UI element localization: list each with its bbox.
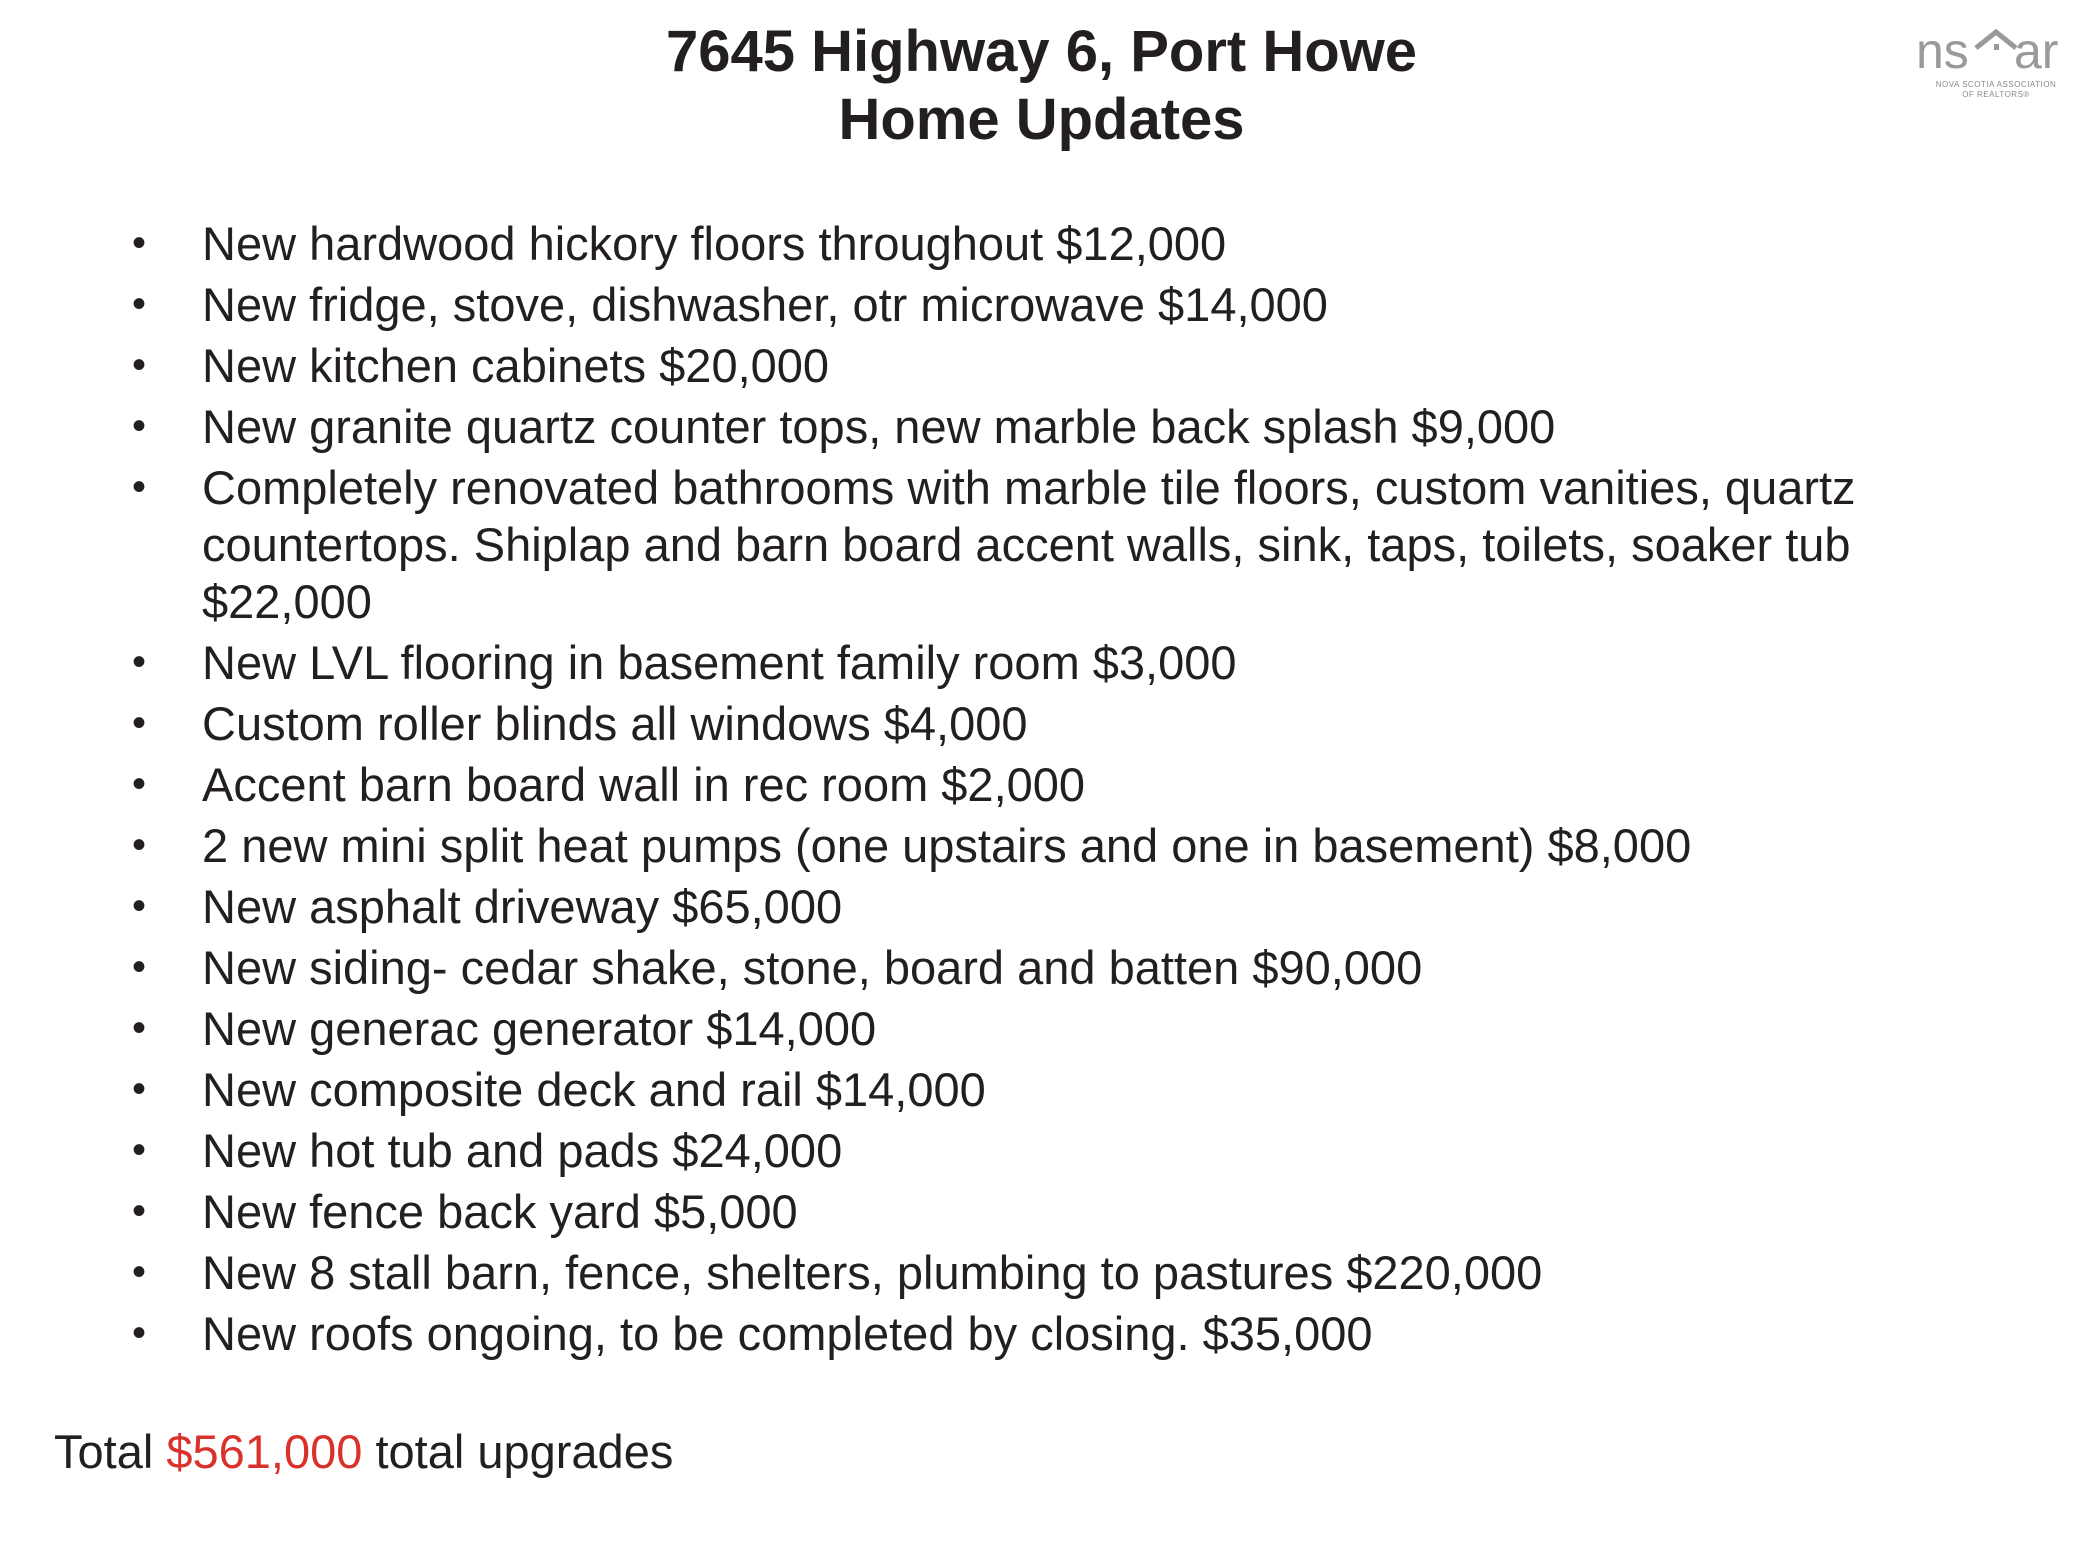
list-item — [130, 1061, 2030, 1118]
nsar-house-logo-icon — [1912, 22, 2080, 84]
logo-wordmark-right: ar — [2014, 23, 2059, 79]
total-line — [54, 1423, 673, 1480]
list-item — [130, 634, 2030, 691]
list-item-text: New hardwood hickory floors throughout $12,000 — [202, 217, 1227, 270]
bullet-icon: • — [132, 1250, 147, 1294]
bullet-icon: • — [132, 1189, 147, 1233]
list-item — [130, 939, 2030, 996]
bullet-icon: • — [132, 701, 147, 745]
bullet-icon: • — [132, 640, 147, 684]
bullet-icon: • — [132, 282, 147, 326]
list-item-text: Custom roller blinds all windows $4,000 — [202, 697, 1028, 750]
list-item — [130, 756, 2030, 813]
list-item-text: Completely renovated bathrooms with marble tile floors, custom vanities, quartz countertops. Shiplap and barn board accent walls, sink, taps, toilets, soaker tub $22,000 — [202, 461, 1856, 628]
nsar-logo — [1912, 22, 2080, 112]
bullet-icon: • — [132, 221, 147, 265]
list-item — [130, 1122, 2030, 1179]
bullet-icon: • — [132, 343, 147, 387]
list-item — [130, 459, 2030, 630]
list-item-text: New fridge, stove, dishwasher, otr microwave $14,000 — [202, 278, 1328, 331]
bullet-icon: • — [132, 884, 147, 928]
list-item — [130, 215, 2030, 272]
list-item — [130, 1000, 2030, 1057]
list-item — [130, 276, 2030, 333]
total-amount: $561,000 — [166, 1425, 363, 1478]
list-item-text: New 8 stall barn, fence, shelters, plumbing to pastures $220,000 — [202, 1246, 1543, 1299]
logo-tagline-1: NOVA SCOTIA ASSOCIATION — [1935, 80, 2057, 89]
logo-tagline-2: OF REALTORS® — [1962, 90, 2030, 99]
list-item-text: New hot tub and pads $24,000 — [202, 1124, 843, 1177]
bullet-icon: • — [132, 465, 147, 509]
list-item — [130, 337, 2030, 394]
list-item — [130, 695, 2030, 752]
list-item-text: New kitchen cabinets $20,000 — [202, 339, 830, 392]
bullet-icon: • — [132, 1311, 147, 1355]
updates-list — [130, 215, 2030, 1366]
list-item-text: New roofs ongoing, to be completed by closing. $35,000 — [202, 1307, 1373, 1360]
list-item — [130, 817, 2030, 874]
bullet-icon: • — [132, 1067, 147, 1111]
logo-chimney-shape — [1994, 44, 1999, 50]
bullet-icon: • — [132, 945, 147, 989]
title-subtitle: Home Updates — [838, 87, 1245, 152]
list-item-text: New siding- cedar shake, stone, board and batten $90,000 — [202, 941, 1423, 994]
bullet-icon: • — [132, 823, 147, 867]
total-suffix: total upgrades — [375, 1425, 674, 1478]
title-address: 7645 Highway 6, Port Howe — [665, 19, 1418, 84]
list-item — [130, 1244, 2030, 1301]
bullet-icon: • — [132, 404, 147, 448]
list-item-text: Accent barn board wall in rec room $2,000 — [202, 758, 1086, 811]
list-item-text: New granite quartz counter tops, new marble back splash $9,000 — [202, 400, 1556, 453]
logo-wordmark-left: ns — [1916, 23, 1969, 79]
bullet-icon: • — [132, 1006, 147, 1050]
list-item-text: New fence back yard $5,000 — [202, 1185, 798, 1238]
list-item — [130, 1305, 2030, 1362]
bullet-icon: • — [132, 762, 147, 806]
list-item-text: New asphalt driveway $65,000 — [202, 880, 843, 933]
list-item — [130, 1183, 2030, 1240]
list-item — [130, 878, 2030, 935]
list-item — [130, 398, 2030, 455]
bullet-icon: • — [132, 1128, 147, 1172]
list-item-text: New generac generator $14,000 — [202, 1002, 877, 1055]
page-title — [0, 18, 2083, 154]
list-item-text: New LVL flooring in basement family room $3,000 — [202, 636, 1237, 689]
total-prefix: Total — [54, 1425, 154, 1478]
list-item-text: New composite deck and rail $14,000 — [202, 1063, 986, 1116]
list-item-text: 2 new mini split heat pumps (one upstairs and one in basement) $8,000 — [202, 819, 1692, 872]
